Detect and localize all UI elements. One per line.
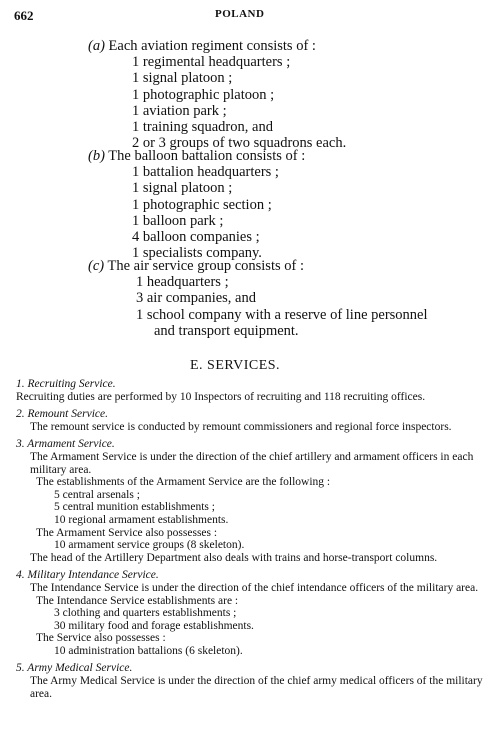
service-heading: 1. Recruiting Service. [16, 378, 116, 390]
list-item: 1 regimental headquarters ; [132, 54, 291, 71]
list-item: 10 regional armament establishments. [54, 513, 229, 526]
list-item: 1 balloon park ; [132, 212, 224, 229]
list-b [88, 148, 305, 261]
service-text: Recruiting duties are performed by 10 Inspectors of recruiting and 118 recruiting offices. [16, 390, 426, 403]
service-text: The Army Medical Service is under the direction of the chief army medical officers of the military area. [30, 675, 483, 700]
service-text: The Intendance Service is under the direction of the chief intendance officers of the military area. [30, 581, 479, 594]
running-title: POLAND [215, 8, 265, 20]
list-item: 1 photographic platoon ; [132, 86, 275, 103]
list-item: 1 specialists company. [132, 245, 262, 262]
list-item: 30 military food and forage establishments. [54, 619, 254, 632]
list-item: 10 administration battalions (6 skeleton). [54, 644, 243, 657]
list-item: and transport equipment. [154, 322, 299, 339]
service-text: The Service also possesses : [36, 632, 166, 645]
service-list [16, 489, 486, 527]
list-item: 10 armament service groups (8 skeleton). [54, 539, 245, 552]
service-text: The head of the Artillery Department also deals with trains and horse-transport columns. [30, 551, 438, 564]
list-item: 1 signal platoon ; [132, 70, 233, 87]
service-text: The Armament Service is under the direction of the chief artillery and armament officers in each military area. [30, 450, 474, 476]
list-item: 1 battalion headquarters ; [132, 164, 279, 181]
section-title: E. SERVICES. [190, 358, 281, 373]
service-list [16, 607, 486, 632]
list-item: 1 aviation park ; [132, 102, 227, 119]
list-item: 1 signal platoon ; [132, 180, 233, 197]
list-item: 5 central munition establishments ; [54, 501, 215, 514]
service-text: The Armament Service also possesses : [36, 526, 218, 539]
service-text: The remount service is conducted by remount commissioners and regional force inspectors. [30, 420, 452, 433]
service-heading: 4. Military Intendance Service. [16, 569, 159, 582]
services-body [16, 378, 486, 700]
list-item: 3 clothing and quarters establishments ; [54, 607, 237, 620]
list-item: 1 school company with a reserve of line personnel [136, 306, 428, 323]
page-number: 662 [14, 8, 34, 23]
list-b-intro: (b) The balloon battalion consists of : [88, 148, 306, 164]
list-b-label: (b) [88, 148, 105, 164]
list-c-intro: (c) The air service group consists of : [88, 258, 304, 274]
service-list [16, 539, 486, 552]
list-item: 3 air companies, and [136, 290, 256, 307]
list-item: 1 headquarters ; [136, 274, 229, 291]
service-heading: 2. Remount Service. [16, 408, 108, 421]
list-item: 1 photographic section ; [132, 196, 272, 213]
list-a-intro: (a) Each aviation regiment consists of : [88, 38, 316, 54]
service-text: The Intendance Service establishments are : [36, 594, 239, 607]
list-c-label: (c) [88, 258, 105, 274]
list-a-label: (a) [88, 38, 105, 54]
service-text: The establishments of the Armament Service are the following : [36, 476, 331, 489]
service-heading: 5. Army Medical Service. [16, 662, 133, 675]
list-a [88, 38, 346, 151]
service-list [16, 645, 486, 658]
list-c [88, 258, 428, 339]
list-item: 4 balloon companies ; [132, 229, 260, 246]
list-item: 2 or 3 groups of two squadrons each. [132, 135, 347, 152]
service-heading: 3. Armament Service. [16, 438, 115, 451]
list-item: 1 training squadron, and [132, 119, 273, 136]
list-item: 5 central arsenals ; [54, 488, 140, 501]
